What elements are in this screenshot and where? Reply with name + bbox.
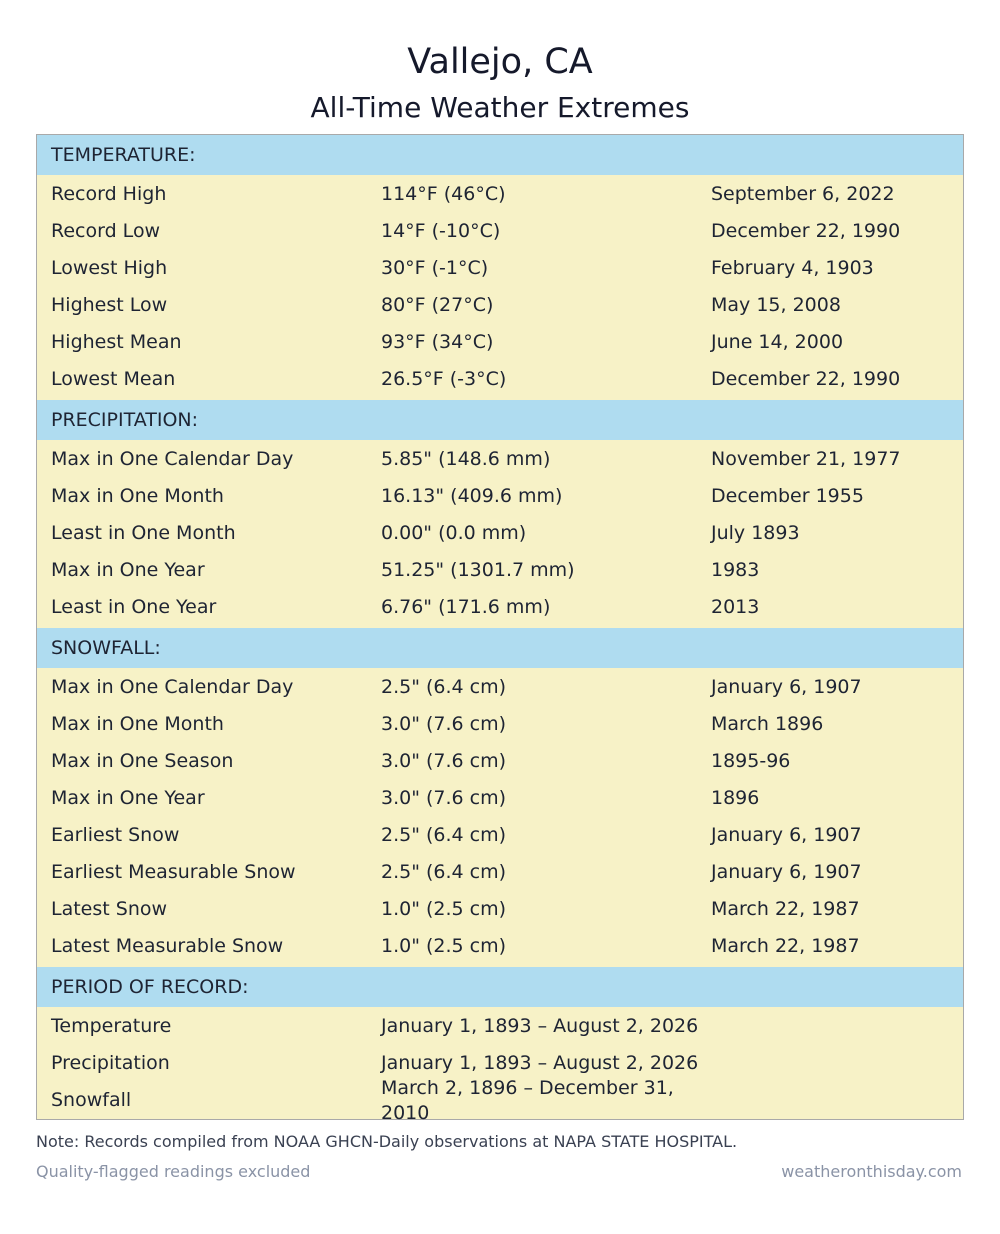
row-value: 51.25" (1301.7 mm) [381,559,575,581]
row-label: Record Low [51,220,161,242]
row-date: June 14, 2000 [711,331,844,353]
footer-quality-note: Quality-flagged readings excluded [36,1162,311,1181]
table-row [37,743,963,780]
row-date: March 1896 [711,713,824,735]
row-date: 1896 [711,787,760,809]
row-date: December 22, 1990 [711,220,901,242]
row-label: Max in One Year [51,559,205,581]
row-date: January 6, 1907 [711,676,862,698]
row-date: December 22, 1990 [711,368,901,390]
row-value: 16.13" (409.6 mm) [381,485,563,507]
row-value: 2.5" (6.4 cm) [381,676,507,698]
row-label: Earliest Snow [51,824,180,846]
row-date: 1983 [711,559,760,581]
source-note: Note: Records compiled from NOAA GHCN-Daily observations at NAPA STATE HOSPITAL. [36,1132,738,1151]
row-value: 80°F (27°C) [381,294,494,316]
row-value: January 1, 1893 – August 2, 2026 [381,1052,699,1074]
table-row [37,817,963,854]
row-value: 14°F (-10°C) [381,220,501,242]
row-date: December 1955 [711,485,864,507]
row-date: 1895-96 [711,750,791,772]
row-label: Max in One Year [51,787,205,809]
table-row [37,552,963,589]
row-label: Highest Low [51,294,168,316]
row-value: 114°F (46°C) [381,183,506,205]
row-value: January 1, 1893 – August 2, 2026 [381,1015,699,1037]
row-date: May 15, 2008 [711,294,841,316]
row-label: Highest Mean [51,331,182,353]
section-body-period-of-record [37,1007,963,1124]
table-row [37,1077,963,1124]
row-date: January 6, 1907 [711,861,862,883]
table-row [37,441,963,478]
row-label: Latest Snow [51,898,168,920]
row-label: Record High [51,183,167,205]
row-value: 1.0" (2.5 cm) [381,935,507,957]
row-date: March 22, 1987 [711,898,860,920]
table-row [37,250,963,287]
row-label: Max in One Season [51,750,234,772]
row-value: 5.85" (148.6 mm) [381,448,551,470]
page-title: Vallejo, CA [407,42,593,82]
row-value: 26.5°F (-3°C) [381,368,507,390]
row-label: Precipitation [51,1052,170,1074]
table-row [37,891,963,928]
table-row [37,176,963,213]
row-value: March 2, 1896 – December 31, 2010 [381,1077,674,1124]
section-body-precipitation [37,440,963,628]
row-date: November 21, 1977 [711,448,901,470]
extremes-table [36,134,964,1124]
row-label: Least in One Year [51,596,217,618]
row-value: 93°F (34°C) [381,331,494,353]
table-row [37,478,963,515]
table-row [37,515,963,552]
row-label: Lowest High [51,257,168,279]
row-label: Temperature [51,1015,172,1037]
row-value: 3.0" (7.6 cm) [381,750,507,772]
row-date: March 22, 1987 [711,935,860,957]
table-row [37,706,963,743]
row-date: September 6, 2022 [711,183,895,205]
row-label: Lowest Mean [51,368,176,390]
table-row [37,854,963,891]
row-value: 2.5" (6.4 cm) [381,861,507,883]
table-row [37,669,963,706]
row-label: Max in One Calendar Day [51,448,294,470]
row-label: Snowfall [51,1089,132,1111]
table-row [37,780,963,817]
table-row [37,361,963,398]
row-label: Max in One Calendar Day [51,676,294,698]
row-value: 0.00" (0.0 mm) [381,522,527,544]
section-header-period-of-record: PERIOD OF RECORD: [37,967,963,1007]
table-row [37,287,963,324]
section-header-snowfall: SNOWFALL: [37,628,963,668]
row-label: Latest Measurable Snow [51,935,284,957]
row-date: January 6, 1907 [711,824,862,846]
page-subtitle: All-Time Weather Extremes [310,91,690,124]
footer-site-name: weatheronthisday.com [781,1162,962,1181]
row-label: Earliest Measurable Snow [51,861,296,883]
section-body-temperature [37,175,963,400]
table-row [37,589,963,626]
row-value: 6.76" (171.6 mm) [381,596,551,618]
row-value: 2.5" (6.4 cm) [381,824,507,846]
row-value: 1.0" (2.5 cm) [381,898,507,920]
row-date: July 1893 [711,522,800,544]
row-value: 3.0" (7.6 cm) [381,713,507,735]
row-date: 2013 [711,596,760,618]
row-value: 3.0" (7.6 cm) [381,787,507,809]
section-body-snowfall [37,668,963,967]
row-label: Max in One Month [51,485,224,507]
row-label: Max in One Month [51,713,224,735]
table-row [37,213,963,250]
table-row [37,928,963,965]
section-header-precipitation: PRECIPITATION: [37,400,963,440]
row-label: Least in One Month [51,522,236,544]
table-row [37,1008,963,1045]
table-row [37,324,963,361]
section-header-temperature: TEMPERATURE: [37,135,963,175]
row-date: February 4, 1903 [711,257,874,279]
row-value: 30°F (-1°C) [381,257,489,279]
